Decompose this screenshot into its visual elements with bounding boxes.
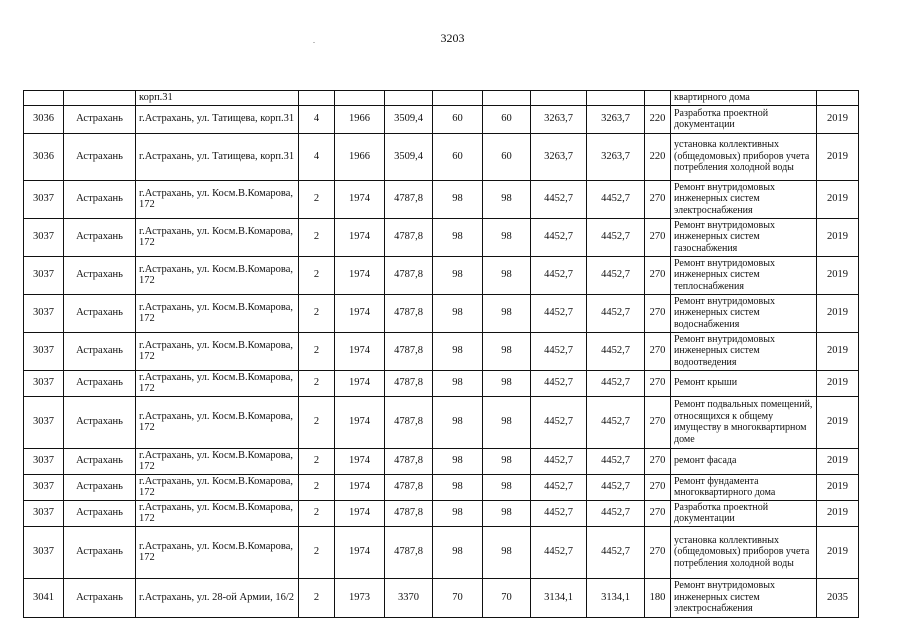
value4-cell: 4452,7 bbox=[587, 256, 645, 294]
area-cell: 3509,4 bbox=[385, 133, 433, 180]
value1-cell: 70 bbox=[433, 578, 483, 617]
city-cell: Астрахань bbox=[64, 500, 136, 526]
area-cell: 4787,8 bbox=[385, 526, 433, 578]
value5-cell: 270 bbox=[645, 256, 671, 294]
year-cell: 1974 bbox=[335, 180, 385, 218]
floors-cell: 2 bbox=[299, 218, 335, 256]
value1-cell: 98 bbox=[433, 332, 483, 370]
value5-cell: 270 bbox=[645, 526, 671, 578]
address-cell: г.Астрахань, ул. Татищева, корп.31 bbox=[136, 133, 299, 180]
year-cell: 1974 bbox=[335, 256, 385, 294]
area-cell: 4787,8 bbox=[385, 218, 433, 256]
floors-cell: 2 bbox=[299, 578, 335, 617]
value5-cell: 270 bbox=[645, 294, 671, 332]
value4-cell: 4452,7 bbox=[587, 500, 645, 526]
value1-cell: 98 bbox=[433, 396, 483, 448]
value2-cell: 98 bbox=[483, 370, 531, 396]
deadline-cell: 2019 bbox=[817, 448, 859, 474]
year-cell bbox=[335, 91, 385, 106]
city-cell: Астрахань bbox=[64, 448, 136, 474]
deadline-cell: 2019 bbox=[817, 370, 859, 396]
value4-cell: 4452,7 bbox=[587, 294, 645, 332]
row-number: 3037 bbox=[24, 396, 64, 448]
table-row bbox=[24, 474, 859, 500]
area-cell: 4787,8 bbox=[385, 448, 433, 474]
floors-cell: 2 bbox=[299, 500, 335, 526]
area-cell: 4787,8 bbox=[385, 180, 433, 218]
value5-cell: 270 bbox=[645, 500, 671, 526]
value5-cell: 270 bbox=[645, 448, 671, 474]
value4-cell: 4452,7 bbox=[587, 474, 645, 500]
value3-cell: 3134,1 bbox=[531, 578, 587, 617]
table-row bbox=[24, 396, 859, 448]
year-cell: 1974 bbox=[335, 448, 385, 474]
year-cell: 1974 bbox=[335, 294, 385, 332]
address-cell: г.Астрахань, ул. Косм.В.Комарова, 172 bbox=[136, 526, 299, 578]
address-cell: корп.31 bbox=[136, 91, 299, 106]
row-number: 3037 bbox=[24, 500, 64, 526]
deadline-cell: 2019 bbox=[817, 133, 859, 180]
city-cell: Астрахань bbox=[64, 105, 136, 133]
value1-cell: 98 bbox=[433, 526, 483, 578]
work-type-cell: Ремонт подвальных помещений, относящихся к общему имуществу в многоквартирном доме bbox=[671, 396, 817, 448]
value3-cell: 4452,7 bbox=[531, 218, 587, 256]
value4-cell: 3263,7 bbox=[587, 133, 645, 180]
value3-cell: 4452,7 bbox=[531, 256, 587, 294]
value3-cell: 4452,7 bbox=[531, 332, 587, 370]
table-row bbox=[24, 256, 859, 294]
table-row bbox=[24, 332, 859, 370]
value5-cell bbox=[645, 91, 671, 106]
value5-cell: 270 bbox=[645, 332, 671, 370]
city-cell: Астрахань bbox=[64, 180, 136, 218]
value1-cell: 98 bbox=[433, 474, 483, 500]
address-cell: г.Астрахань, ул. Косм.В.Комарова, 172 bbox=[136, 448, 299, 474]
city-cell: Астрахань bbox=[64, 256, 136, 294]
year-cell: 1966 bbox=[335, 105, 385, 133]
deadline-cell: 2019 bbox=[817, 256, 859, 294]
value3-cell: 3263,7 bbox=[531, 133, 587, 180]
area-cell: 4787,8 bbox=[385, 294, 433, 332]
deadline-cell: 2019 bbox=[817, 396, 859, 448]
value2-cell: 98 bbox=[483, 180, 531, 218]
work-type-cell: Ремонт внутридомовых инженерных систем водоснабжения bbox=[671, 294, 817, 332]
address-cell: г.Астрахань, ул. Косм.В.Комарова, 172 bbox=[136, 256, 299, 294]
row-number: 3037 bbox=[24, 370, 64, 396]
table-row bbox=[24, 218, 859, 256]
area-cell: 4787,8 bbox=[385, 474, 433, 500]
work-type-cell: установка коллективных (общедомовых) приборов учета потребления холодной воды bbox=[671, 133, 817, 180]
floors-cell: 2 bbox=[299, 526, 335, 578]
value4-cell: 4452,7 bbox=[587, 396, 645, 448]
table-row bbox=[24, 133, 859, 180]
value5-cell: 220 bbox=[645, 105, 671, 133]
value2-cell: 98 bbox=[483, 294, 531, 332]
value4-cell: 3263,7 bbox=[587, 105, 645, 133]
value4-cell: 4452,7 bbox=[587, 332, 645, 370]
value1-cell: 60 bbox=[433, 133, 483, 180]
value2-cell: 98 bbox=[483, 500, 531, 526]
city-cell: Астрахань bbox=[64, 370, 136, 396]
area-cell: 3509,4 bbox=[385, 105, 433, 133]
city-cell: Астрахань bbox=[64, 294, 136, 332]
year-cell: 1974 bbox=[335, 474, 385, 500]
value1-cell: 98 bbox=[433, 500, 483, 526]
year-cell: 1966 bbox=[335, 133, 385, 180]
city-cell: Астрахань bbox=[64, 218, 136, 256]
value1-cell: 98 bbox=[433, 256, 483, 294]
work-type-cell: Ремонт внутридомовых инженерных систем электроснабжения bbox=[671, 578, 817, 617]
floors-cell: 4 bbox=[299, 105, 335, 133]
deadline-cell: 2019 bbox=[817, 500, 859, 526]
value4-cell: 4452,7 bbox=[587, 526, 645, 578]
area-cell: 4787,8 bbox=[385, 256, 433, 294]
row-number: 3041 bbox=[24, 578, 64, 617]
table-row bbox=[24, 91, 859, 106]
value3-cell: 4452,7 bbox=[531, 370, 587, 396]
city-cell: Астрахань bbox=[64, 332, 136, 370]
value2-cell: 70 bbox=[483, 578, 531, 617]
table-row bbox=[24, 370, 859, 396]
value4-cell: 3134,1 bbox=[587, 578, 645, 617]
floors-cell bbox=[299, 91, 335, 106]
floors-cell: 2 bbox=[299, 256, 335, 294]
value2-cell: 98 bbox=[483, 256, 531, 294]
year-cell: 1974 bbox=[335, 500, 385, 526]
city-cell: Астрахань bbox=[64, 578, 136, 617]
area-cell: 4787,8 bbox=[385, 370, 433, 396]
address-cell: г.Астрахань, ул. Косм.В.Комарова, 172 bbox=[136, 474, 299, 500]
value3-cell: 3263,7 bbox=[531, 105, 587, 133]
row-number: 3036 bbox=[24, 133, 64, 180]
address-cell: г.Астрахань, ул. Косм.В.Комарова, 172 bbox=[136, 396, 299, 448]
value1-cell: 98 bbox=[433, 180, 483, 218]
deadline-cell bbox=[817, 91, 859, 106]
value3-cell: 4452,7 bbox=[531, 526, 587, 578]
address-cell: г.Астрахань, ул. Косм.В.Комарова, 172 bbox=[136, 180, 299, 218]
address-cell: г.Астрахань, ул. Косм.В.Комарова, 172 bbox=[136, 500, 299, 526]
value3-cell: 4452,7 bbox=[531, 180, 587, 218]
floors-cell: 2 bbox=[299, 448, 335, 474]
area-cell: 4787,8 bbox=[385, 396, 433, 448]
work-type-cell: квартирного дома bbox=[671, 91, 817, 106]
table-row bbox=[24, 526, 859, 578]
value5-cell: 270 bbox=[645, 218, 671, 256]
work-type-cell: Ремонт внутридомовых инженерных систем газоснабжения bbox=[671, 218, 817, 256]
work-type-cell: установка коллективных (общедомовых) приборов учета потребления холодной воды bbox=[671, 526, 817, 578]
deadline-cell: 2019 bbox=[817, 218, 859, 256]
value1-cell: 98 bbox=[433, 370, 483, 396]
address-cell: г.Астрахань, ул. Косм.В.Комарова, 172 bbox=[136, 370, 299, 396]
year-cell: 1974 bbox=[335, 370, 385, 396]
work-type-cell: Ремонт внутридомовых инженерных систем электроснабжения bbox=[671, 180, 817, 218]
value5-cell: 270 bbox=[645, 474, 671, 500]
value3-cell: 4452,7 bbox=[531, 396, 587, 448]
value2-cell bbox=[483, 91, 531, 106]
scan-speck: . bbox=[313, 36, 315, 45]
deadline-cell: 2019 bbox=[817, 180, 859, 218]
work-type-cell: Ремонт фундамента многоквартирного дома bbox=[671, 474, 817, 500]
value2-cell: 98 bbox=[483, 218, 531, 256]
year-cell: 1974 bbox=[335, 332, 385, 370]
work-type-cell: Разработка проектной документации bbox=[671, 105, 817, 133]
value4-cell bbox=[587, 91, 645, 106]
value5-cell: 270 bbox=[645, 396, 671, 448]
value4-cell: 4452,7 bbox=[587, 370, 645, 396]
address-cell: г.Астрахань, ул. Косм.В.Комарова, 172 bbox=[136, 332, 299, 370]
floors-cell: 2 bbox=[299, 180, 335, 218]
address-cell: г.Астрахань, ул. Косм.В.Комарова, 172 bbox=[136, 294, 299, 332]
row-number: 3037 bbox=[24, 332, 64, 370]
value1-cell: 60 bbox=[433, 105, 483, 133]
area-cell bbox=[385, 91, 433, 106]
value2-cell: 98 bbox=[483, 474, 531, 500]
deadline-cell: 2019 bbox=[817, 105, 859, 133]
value1-cell: 98 bbox=[433, 448, 483, 474]
floors-cell: 2 bbox=[299, 294, 335, 332]
table-row bbox=[24, 500, 859, 526]
value2-cell: 98 bbox=[483, 332, 531, 370]
row-number: 3037 bbox=[24, 526, 64, 578]
floors-cell: 2 bbox=[299, 332, 335, 370]
year-cell: 1974 bbox=[335, 526, 385, 578]
value5-cell: 270 bbox=[645, 370, 671, 396]
floors-cell: 2 bbox=[299, 474, 335, 500]
value3-cell: 4452,7 bbox=[531, 448, 587, 474]
table-row bbox=[24, 105, 859, 133]
year-cell: 1974 bbox=[335, 396, 385, 448]
table-row bbox=[24, 578, 859, 617]
work-type-cell: Ремонт крыши bbox=[671, 370, 817, 396]
row-number: 3037 bbox=[24, 448, 64, 474]
value3-cell: 4452,7 bbox=[531, 294, 587, 332]
area-cell: 4787,8 bbox=[385, 500, 433, 526]
value3-cell: 4452,7 bbox=[531, 500, 587, 526]
value2-cell: 98 bbox=[483, 526, 531, 578]
deadline-cell: 2019 bbox=[817, 526, 859, 578]
deadline-cell: 2019 bbox=[817, 332, 859, 370]
value5-cell: 270 bbox=[645, 180, 671, 218]
floors-cell: 4 bbox=[299, 133, 335, 180]
row-number: 3037 bbox=[24, 294, 64, 332]
value2-cell: 98 bbox=[483, 448, 531, 474]
value3-cell bbox=[531, 91, 587, 106]
year-cell: 1973 bbox=[335, 578, 385, 617]
deadline-cell: 2035 bbox=[817, 578, 859, 617]
row-number: 3037 bbox=[24, 256, 64, 294]
table-row bbox=[24, 294, 859, 332]
city-cell: Астрахань bbox=[64, 526, 136, 578]
address-cell: г.Астрахань, ул. Косм.В.Комарова, 172 bbox=[136, 218, 299, 256]
work-type-cell: ремонт фасада bbox=[671, 448, 817, 474]
address-cell: г.Астрахань, ул. 28-ой Армии, 16/2 bbox=[136, 578, 299, 617]
work-type-cell: Разработка проектной документации bbox=[671, 500, 817, 526]
floors-cell: 2 bbox=[299, 396, 335, 448]
area-cell: 4787,8 bbox=[385, 332, 433, 370]
deadline-cell: 2019 bbox=[817, 294, 859, 332]
value3-cell: 4452,7 bbox=[531, 474, 587, 500]
page-number: 3203 bbox=[440, 31, 465, 45]
value1-cell bbox=[433, 91, 483, 106]
row-number: 3037 bbox=[24, 218, 64, 256]
area-cell: 3370 bbox=[385, 578, 433, 617]
value2-cell: 60 bbox=[483, 105, 531, 133]
table-row bbox=[24, 180, 859, 218]
city-cell bbox=[64, 91, 136, 106]
value5-cell: 180 bbox=[645, 578, 671, 617]
row-number bbox=[24, 91, 64, 106]
value4-cell: 4452,7 bbox=[587, 448, 645, 474]
housing-repair-table bbox=[23, 90, 859, 618]
value2-cell: 60 bbox=[483, 133, 531, 180]
address-cell: г.Астрахань, ул. Татищева, корп.31 bbox=[136, 105, 299, 133]
table-row bbox=[24, 448, 859, 474]
value4-cell: 4452,7 bbox=[587, 180, 645, 218]
year-cell: 1974 bbox=[335, 218, 385, 256]
work-type-cell: Ремонт внутридомовых инженерных систем водоотведения bbox=[671, 332, 817, 370]
work-type-cell: Ремонт внутридомовых инженерных систем теплоснабжения bbox=[671, 256, 817, 294]
floors-cell: 2 bbox=[299, 370, 335, 396]
value4-cell: 4452,7 bbox=[587, 218, 645, 256]
row-number: 3037 bbox=[24, 180, 64, 218]
value2-cell: 98 bbox=[483, 396, 531, 448]
value1-cell: 98 bbox=[433, 294, 483, 332]
deadline-cell: 2019 bbox=[817, 474, 859, 500]
city-cell: Астрахань bbox=[64, 133, 136, 180]
row-number: 3036 bbox=[24, 105, 64, 133]
value1-cell: 98 bbox=[433, 218, 483, 256]
city-cell: Астрахань bbox=[64, 396, 136, 448]
row-number: 3037 bbox=[24, 474, 64, 500]
city-cell: Астрахань bbox=[64, 474, 136, 500]
value5-cell: 220 bbox=[645, 133, 671, 180]
